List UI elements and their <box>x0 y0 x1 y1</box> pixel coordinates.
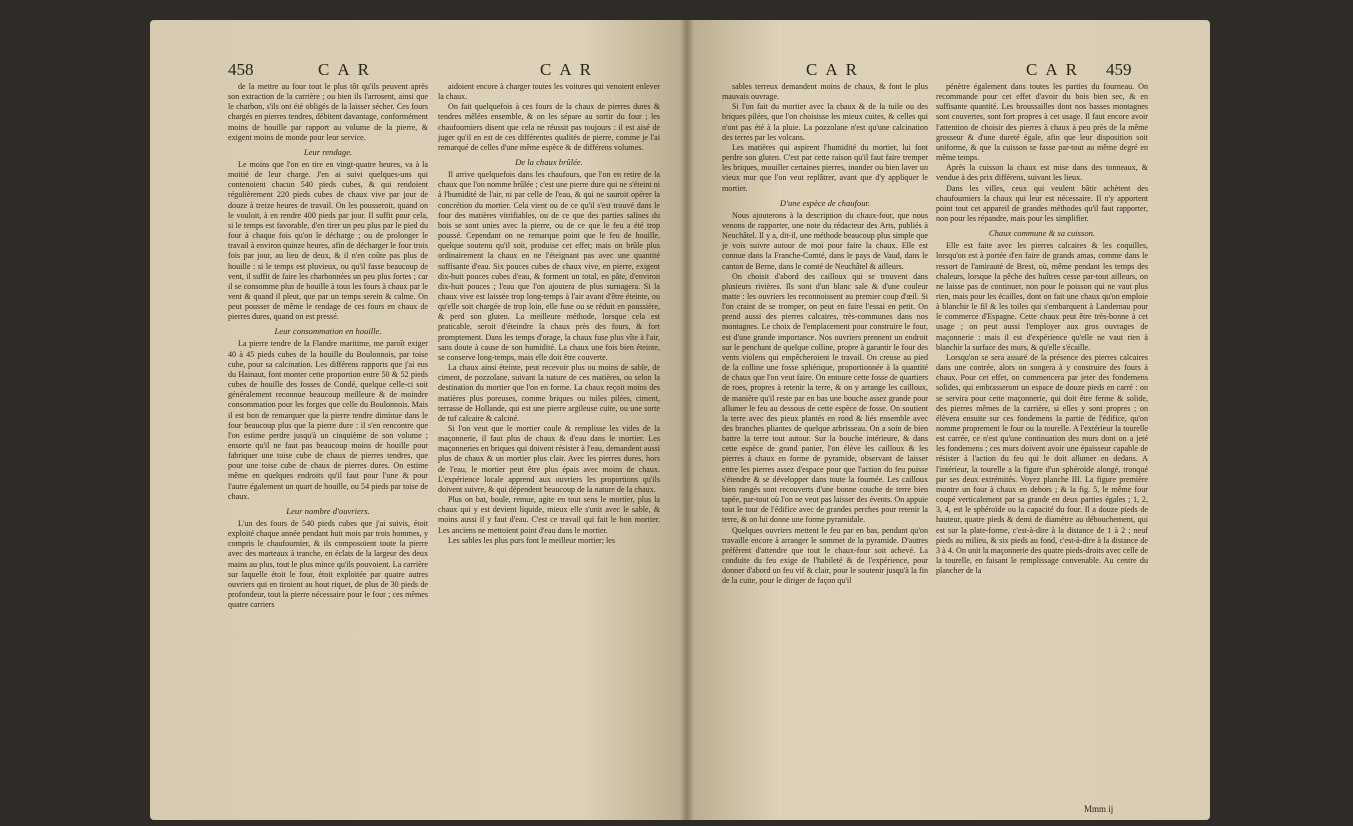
right-page <box>686 20 1210 820</box>
right-running-title-2: CAR <box>1026 60 1085 79</box>
paragraph: Les sables les plus purs font le meilleur mortier; les <box>448 535 616 545</box>
paragraph: La chaux ainsi éteinte, peut recevoir plus ou moins de sable, de ciment, de pozzolane, suivant la nature de ces matières, ou selon la destination du mortier que l'on en forme. La chaux reçoit moins des matières plus poreuses, comme briques ou tuiles pilées, ciment, terrasse de Hollande, qui est une pierre argileuse cuite, ou une sorte de tuf calcaire & calciné. <box>438 363 660 423</box>
right-page-number: 459 <box>1106 60 1132 79</box>
left-column-1 <box>228 82 428 610</box>
left-page <box>150 20 686 820</box>
paragraph: La pierre tendre de la Flandre maritime, me paroît exiger 40 à 45 pieds cubes de la houille du Boulonnois, par toise cube, pour sa calcination. Les différens rapports que j'ai eus du Hainaut, font monter cette proportion entre 50 & 52 pieds cubes de houille des fosses de Condé, quelque celle-ci soit généralement reconnue beaucoup meilleure & de moindre consommation pour les forges que celle du Boulonnois. Mais il est bon de remarquer que la pierre tendre diminue dans le four beaucoup plus que la pierre dure : il s'en rencontre que l'on estime perdre jusqu'à un cinquième de son volume ; ensorte qu'il ne faut pas beaucoup moins de houille pour fabriquer une toise cube de chaux de pierres tendres, que pour une toise cube de chaux de pierres dures. On estime même en quelques endroits qu'il faut pour l'une & pour l'autre également un quart de houille, ou 54 pieds par toise de chaux. <box>228 339 428 501</box>
paragraph: aidoient encore à charger toutes les voitures qui venoient enlever la chaux. <box>438 82 660 102</box>
paragraph: Dans les villes, ceux qui veulent bâtir achètent des chaufourniers la chaux qui leur est nécessaire. Il n'y apportent point tout cet appareil de grandes méthodes qu'il faut rapporter, non pour les répandre, mais pour les simplifier. <box>936 183 1148 224</box>
paragraph: Quelques ouvriers mettent le feu par en bas, pendant qu'on travaille encore à arranger le sommet de la pyramide. D'autres préfèrent d'attendre que tout le chaux-four soit achevé. La conduite du feu exige de l'habileté & de l'expérience, pour donner d'abord un feu vif & clair, pour le soutenir jusqu'à la fin de la cuite, pour le diriger de façon qu'il <box>722 525 928 586</box>
paragraph: Elle est faite avec les pierres calcaires & les coquilles, lorsqu'on est à portée d'en faire de grands amas, comme dans le ressort de l'amirauté de Brest, où, même pendant les temps des chaleurs, lorsque la pêche des huîtres cesse par-tout ailleurs, on ne laisse pas de continuer, non pour le poisson qui ne vaut plus rien, mais pour les écailles, dont on fait une chaux qu'on emploie à blanchir le fil & les toiles qui s'embarquent à Landernau pour le commerce d'Espagne. Cette chaux peut être très-bonne à cet usage ; on peut aussi l'employer aux gros ouvrages de maçonnerie : mais il est d'expérience qu'elle ne vaut rien à blanchir la surface des murs, & qu'elle s'écaille. <box>936 241 1148 352</box>
paragraph: Après la cuisson la chaux est mise dans des tonneaux, & vendue à des prix différens, suivant les lieux. <box>936 163 1148 183</box>
section-heading: Leur consommation en houille. <box>274 326 382 337</box>
left-running-title-1: CAR <box>318 60 377 79</box>
book-gutter <box>680 20 694 820</box>
signature-mark: Mmm ij <box>1084 804 1114 814</box>
paragraph: Si l'on fait du mortier avec la chaux & de la tuile ou des briques pilées, que l'on choisisse les mieux cuites, & celles qui n'ont pas été à la pluie. La pozzolane n'est qu'une calcination des terres par les volcans. <box>722 102 928 142</box>
paragraph: Lorsqu'on se sera assuré de la présence des pierres calcaires dans une contrée, alors on songera à y construire des fours à chaux. Pour cet effet, on commencera par jeter des fondemens solides, qui embrasseront un espace de douze pieds en carré : on se servira pour cette maçonnerie, qui doit être ferme & solide, des pierres mêmes de la carrière, si elles y sont propres ; on élèvera ensuite sur ces fondemens la partie de l'édifice, qu'on nomme proprement le four ou la tourelle. A l'extérieur la tourelle est carrée, ce n'est qu'une continuation des murs dont on a jeté les fondemens ; ces murs doivent avoir une épaisseur capable de résister à l'action du feu qui le doit allumer en dedans. A l'intérieur, la tourelle a la figure d'un sphéroïde alongé, tronqué par ses deux extrémités. Voyez planche III. La figure première montre un four à chaux en dehors ; & la fig. 5, le même four coupé verticalement par sa grande en deux parties égales ; 1, 2, 3, 4, est le sphéroïde ou la capacité du four. Il a douze pieds de hauteur, quatre pieds & demi de diamètre au débouchement, qui est sur la plate-forme, c'est-à-dire à la distance de 1 à 2 ; neuf pieds au milieu, & six pieds au fond, c'est-à-dire à la distance de 3 à 4. On unit la maçonnerie des quatre pieds-droits avec celle de la tourelle, en faisant le remplissage convenable. Au centre du plancher de la <box>936 352 1148 576</box>
paragraph: de la mettre au four tout le plus tôt qu'ils peuvent après son extraction de la carrière ; ou bien ils l'arrosent, ainsi que le charbon, s'ils ont été obligés de la laisser sécher. Ces fours chargés en pierres tendres, débitent davantage, conformément moins de houille par rapport au volume de la pierre, & exigent moins de monde pour leur service. <box>228 82 428 142</box>
paragraph: Les matières qui aspirent l'humidité du mortier, lui font perdre son gluten. C'est par cette raison qu'il faut faire tremper les briques, mouiller certaines pierres, inonder ou bien laver un vieux mur que l'on veut replâtrer, avant que d'y appliquer le mortier. <box>722 142 928 193</box>
paragraph: pénètre également dans toutes les parties du fourneau. On recommande pour cet effet d'avoir du bois bien sec, & en suffisante quantité. Les broussailles dont nos basses montagnes sont couvertes, sont fort propres à cet usage. Il faut encore avoir l'attention de choisir des pierres à chaux à peu près de la même grosseur & d'une dureté égale, afin que leur disposition soit uniforme, & que la cuisson se fasse par-tout au même degré en même temps. <box>936 82 1148 163</box>
section-heading: D'une espèce de chaufour. <box>779 197 871 208</box>
section-heading: Leur nombre d'ouvriers. <box>286 505 370 516</box>
section-heading: Chaux commune & sa cuisson. <box>988 228 1096 239</box>
left-column-2 <box>438 82 660 546</box>
paragraph: L'un des fours de 540 pieds cubes que j'ai suivis, étoit exploité chaque année pendant huit mois par trois hommes, y compris le chaufournier, & ils composoient toute la pierre avec des marteaux à tranche, en éclats de la largeur des deux mains au plus, tout le plus mince qu'ils pouvoient. La carrière sur laquelle étoit le four, étoit exploitée par quatre autres ouvriers qui en tiroient au hout riquet, de plus de 30 pieds de profondeur, tout la pierre nécessaire pour le four ; ces mêmes quatre carriers <box>228 518 428 610</box>
paragraph: Si l'on veut que le mortier coule & remplisse les vides de la maçonnerie, il faut plus de chaux & d'eau dans le mortier. Les maçonneries en briques qui doivent résister à l'eau, demandent aussi plus de chaux & un mortier plus clair. Avec les pierres dures, hors de l'eau, le mortier peut être plus épais avec moins de chaux. L'expérience locale apprend aux ouvriers les proportions qu'ils doivent suivre, & qui dépendent beaucoup de la nature de la chaux. <box>438 424 660 494</box>
paragraph: Nous ajouterons à la description du chaux-four, que nous venons de rapporter, une note du rédacteur des Arts, publiés à Neuchâtel. Il y a, dit-il, une méthode beaucoup plus simple que je vois suivre autour de moi pour faire la chaux. Elle est connue dans la Franche-Comté, dans le pays de Vaud, dans le canton de Berne, dans le comté de Neuchâtel & ailleurs. <box>722 210 928 271</box>
right-column-1 <box>722 82 928 587</box>
open-book <box>150 20 1210 820</box>
paragraph: Il arrive quelquefois dans les chaufours, que l'on en retire de la chaux que l'on nomme brûlée ; c'est une pierre dure qui ne s'éteint ni à l'humidité de l'air, ni par celle de l'eau, & qui ne sauroit opérer la concrétion du mortier. Cela vient ou de ce qu'il s'est trouvé dans le four des matières vitrifiables, ou de ce que des parties salines du bois se sont unies avec la pierre, ou de ce que le feu a été trop poussé. Cependant on ne remarque point que le feu de houille, quelque soutenu qu'il soit, produise cet effet; mais on brûle plus ordinairement la chaux en ne l'éteignant pas avec une quantité suffisante d'eau. Six pouces cubes de chaux vive, en pierre, exigent dix-huit pouces cubes d'eau, & forment un total, en pâte, d'environ dix-huit pouces ; l'eau que l'on ajoutera de plus surnagera. Si la chaux vive est laissée trop long-temps à l'air avant d'être éteinte, ou qu'elle soit chargée de trop loin, elle fuse ou se réduit en poussière, & perd son gluten. La meilleure méthode, lorsque cela est praticable, seroit d'éteindre la chaux près des fours, & fort promptement. Dans les temps d'orage, la chaux fuse plus vîte à l'air, sans doute à cause de son humidité. La chaux une fois bien éteinte, se conserve long-temps, mais elle doit être couverte. <box>438 170 660 362</box>
paragraph: Plus on bat, boule, remue, agite en tout sens le mortier, plus la chaux qui y est devient liquide, mieux elle s'unit avec le sable, & moins aussi il y faut d'eau. C'est ce travail qui fait le bon mortier. Les anciens ne mettoient point d'eau dans le mortier. <box>438 495 660 535</box>
left-running-title-2: CAR <box>540 60 599 79</box>
right-column-2 <box>936 82 1148 576</box>
section-heading: De la chaux brûlée. <box>515 157 583 168</box>
paragraph: On choisit d'abord des cailloux qui se trouvent dans plusieurs rivières. Ils sont d'un blanc sale & d'une couleur matte : les ouvriers les reconnoissent au premier coup d'œil. Si l'on craint de se tromper, on peut en faire l'essai en petit. On prend aussi des pierres calcaires, très-communes dans nos montagnes. Le choix de l'emplacement pour construire le four, est d'une grande importance. Nos ouvriers prennent un endroit sur le penchant de quelque colline, propre à garantir le four des vents violens qui empêcheroient le travail. On creuse au pied de la colline une fosse sphérique, proportionnée à la quantité de chaux que l'on veut faire. On entoure cette fosse de quartiers de roes, propres à retenir la terre, & on y arrange les cailloux, de manière qu'il reste par en bas une bouche assez grande pour allumer le feu au dessous de cette espèce de fosse. On soutient la terre avec des pieux plantés en rond & liés ensemble avec des branches pliantes de quelque arbrisseau. On a soin de bien battre la terre tout autour. Sur la bouche intérieure, & dans cette espèce de grand panier, l'on élève les cailloux & les pierres à chaux en forme de pyramide, observant de laisser entre les pierres assez d'espace pour que l'action du feu puisse s'étendre & se développer dans toute la fournée. Les cailloux bien rangés sont recouverts d'une bonne couche de terre bien tapée, par-tout où l'on ne veut pas laisser des évents. On appuie tout le tour de l'édifice avec de grandes perches pour retenir la terre, & on lui donne une forme pyramidale. <box>722 271 928 525</box>
left-page-number: 458 <box>228 60 254 79</box>
paragraph: Le moins que l'on en tire en vingt-quatre heures, va à la moitié de leur charge. J'en ai suivi quelques-uns qui contenoient chacun 540 pieds cubes, & qui rendoient régulièrement 220 pieds cubes de chaux vive par jour de douze à treize heures de travail. On les pousseroit, quand on le vouloit, à en rendre 400 pieds par jour. Il suffit pour cela, si le temps est favorable, d'en tirer un peu plus par le pied du four à chaque fois qu'on le décharge ; ou de prolonger le travail à environ quinze heures, afin de décharger le four trois fois par jour, au lieu de deux, & il n'en coûte pas plus de houille : si le temps est pluvieux, ou qu'il fasse beaucoup de vent, il suffit de faire les charbonnées un peu plus fortes ; car il se consomme plus de houille à tous les fours à chaux par le vent & quand il pleut, que par un temps serein & calme. On peut pousser de même le rendage de ces fours en chaux de pierres dures, quand on est pressé. <box>228 159 428 322</box>
right-running-title-1: CAR <box>806 60 865 79</box>
section-heading: Leur rendage. <box>303 146 353 157</box>
paragraph: sables terreux demandent moins de chaux, & font le plus mauvais ouvrage. <box>722 82 928 102</box>
paragraph: On fait quelquefois à ces fours de la chaux de pierres dures & tendres mêlées ensemble, & on les sépare au sortir du four ; les chaufourniers disent que cela ne réussit pas toujours : il est aisé de juger qu'il en est de ces différentes qualités de pierre, comme je l'ai remarqué de celles d'une même espèce & de différens volumes. <box>438 102 660 152</box>
